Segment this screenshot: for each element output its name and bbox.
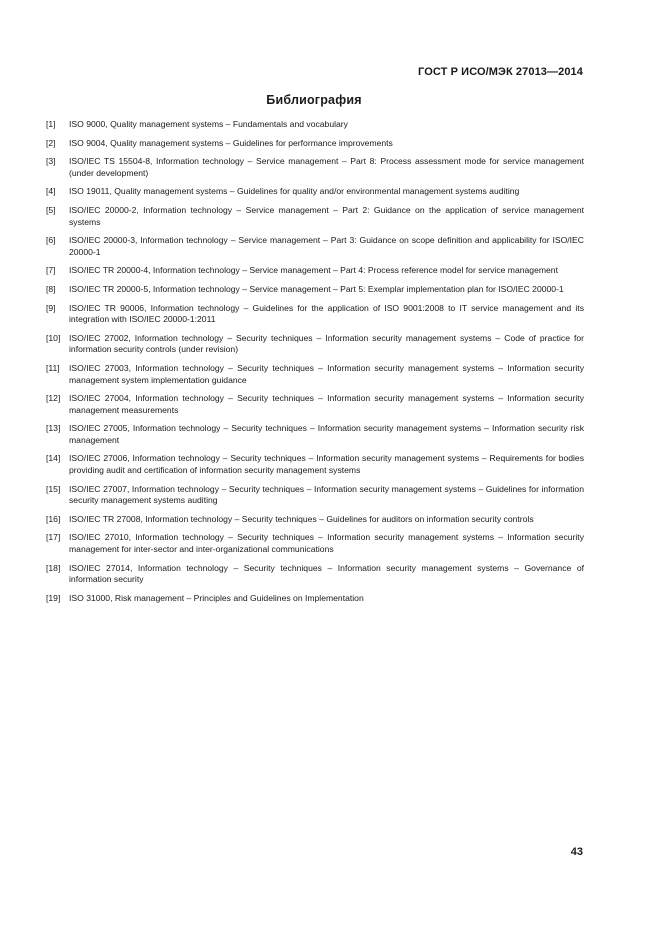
entry-text: ISO/IEC 27004, Information technology – Security techniques – Information security management systems – Information security management measurements <box>69 393 584 415</box>
bibliography-entry <box>46 205 584 228</box>
entry-text: ISO/IEC 27003, Information technology – Security techniques – Information security management systems – Information security management system implementation guidance <box>69 362 584 385</box>
entry-text: ISO/IEC TR 27008, Information technology – Security techniques – Guidelines for auditors on information security controls <box>69 513 534 524</box>
bibliography-entry <box>46 138 584 150</box>
entry-text: ISO/IEC 20000-3, Information technology – Service management – Part 3: Guidance on scope definition and applicability for ISO/IEC 20000-1 <box>69 235 584 257</box>
bibliography-entry <box>46 235 584 258</box>
entry-number: [11] <box>46 362 60 373</box>
document-code-header: ГОСТ Р ИСО/МЭК 27013—2014 <box>418 66 583 78</box>
bibliography-entry <box>46 186 584 198</box>
entry-number: [3] <box>46 156 56 167</box>
entry-number: [9] <box>46 302 56 313</box>
entry-number: [17] <box>46 532 61 543</box>
entry-number: [18] <box>46 562 61 573</box>
bibliography-entry <box>46 484 584 507</box>
entry-number: [5] <box>46 204 56 215</box>
bibliography-entry <box>46 284 584 296</box>
bibliography-entry <box>46 453 584 476</box>
entry-number: [19] <box>46 592 61 603</box>
bibliography-entry <box>46 532 584 555</box>
bibliography-entry <box>46 333 584 356</box>
entry-text: ISO 9000, Quality management systems – Fundamentals and vocabulary <box>69 119 348 129</box>
entry-text: ISO 19011, Quality management systems – Guidelines for quality and/or environmental management systems auditing <box>69 186 520 197</box>
entry-number: [1] <box>46 119 56 129</box>
entry-text: ISO/IEC TR 20000-5, Information technology – Service management – Part 5: Exemplar implementation plan for ISO/IEC 20000-1 <box>69 283 564 294</box>
entry-text: ISO/IEC TR 20000-4, Information technology – Service management – Part 4: Process reference model for service management <box>69 265 558 276</box>
entry-text: ISO/IEC 27002, Information technology – Security techniques – Information security management systems – Code of practice for information security controls (under revision) <box>69 332 584 355</box>
page-title: Библиография <box>266 93 362 107</box>
bibliography-entry <box>46 119 584 131</box>
entry-number: [2] <box>46 137 56 148</box>
entry-number: [15] <box>46 483 61 494</box>
entry-number: [16] <box>46 513 61 524</box>
bibliography-entry <box>46 265 584 277</box>
bibliography-entry <box>46 156 584 179</box>
entry-text: ISO/IEC TR 90006, Information technology – Guidelines for the application of ISO 9001:2008 to IT service management and its integration with ISO/IEC 20000-1:2011 <box>69 302 584 325</box>
bibliography-list <box>46 119 584 611</box>
entry-text: ISO/IEC 27007, Information technology – Security techniques – Information security management systems – Guidelines for information security management systems auditing <box>69 483 584 506</box>
entry-number: [8] <box>46 283 56 294</box>
entry-number: [4] <box>46 186 56 197</box>
entry-text: ISO 9004, Quality management systems – Guidelines for performance improvements <box>69 137 393 148</box>
entry-text: ISO 31000, Risk management – Principles and Guidelines on Implementation <box>69 592 364 603</box>
bibliography-entry <box>46 393 584 416</box>
entry-number: [6] <box>46 235 56 246</box>
entry-text: ISO/IEC 27014, Information technology – Security techniques – Information security management systems – Governance of information security <box>69 562 584 585</box>
entry-text: ISO/IEC TS 15504-8, Information technology – Service management – Part 8: Process assessment mode for service management (under development) <box>69 156 584 178</box>
bibliography-entry <box>46 303 584 326</box>
bibliography-entry <box>46 563 584 586</box>
entry-text: ISO/IEC 27005, Information technology – Security techniques – Information security management systems – Information security risk management <box>69 423 584 445</box>
entry-text: ISO/IEC 27006, Information technology – Security techniques – Information security management systems – Requirements for bodies providing audit and certification of information security management systems <box>69 453 584 476</box>
entry-text: ISO/IEC 20000-2, Information technology – Service management – Part 2: Guidance on the application of service management systems <box>69 204 584 227</box>
entry-number: [10] <box>46 332 61 343</box>
bibliography-entry <box>46 363 584 386</box>
entry-number: [7] <box>46 265 56 276</box>
bibliography-entry <box>46 423 584 446</box>
bibliography-entry <box>46 514 584 526</box>
entry-number: [12] <box>46 393 61 404</box>
entry-text: ISO/IEC 27010, Information technology – Security techniques – Information security management systems – Information security management for inter-sector and inter-organizational communications <box>69 532 584 555</box>
bibliography-entry <box>46 593 584 605</box>
entry-number: [14] <box>46 453 61 464</box>
page-number: 43 <box>570 846 583 858</box>
entry-number: [13] <box>46 423 61 434</box>
